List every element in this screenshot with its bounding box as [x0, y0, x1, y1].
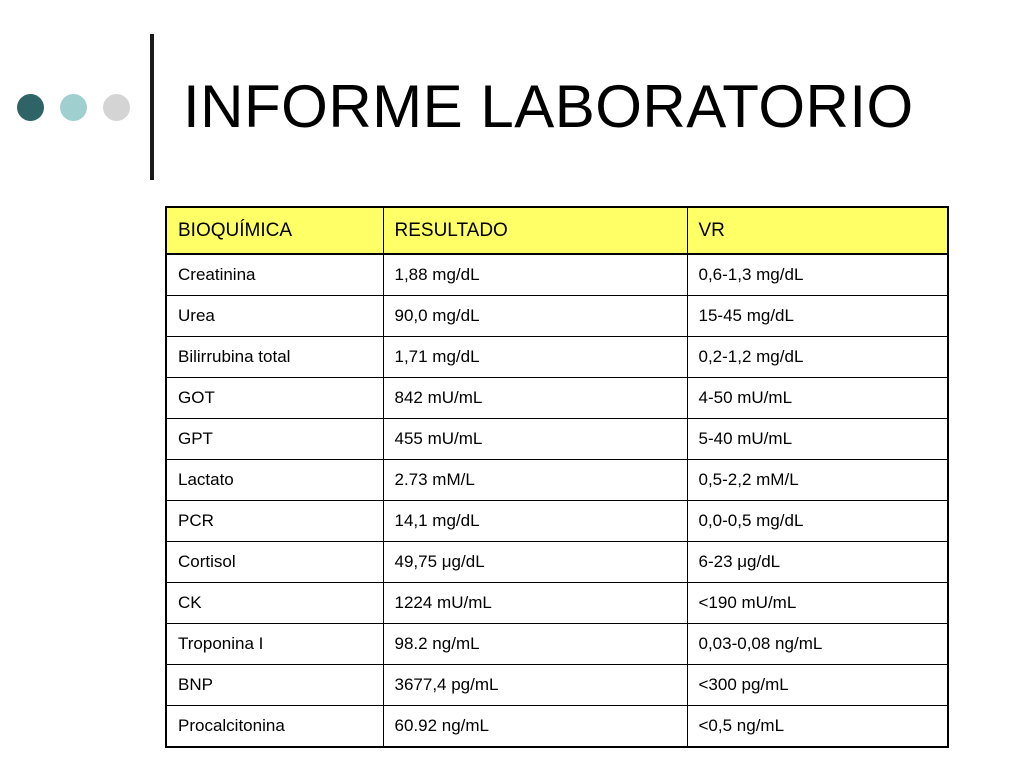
cell-result: 1,71 mg/dL: [383, 337, 687, 378]
cell-reference: <300 pg/mL: [687, 665, 948, 706]
cell-analyte: Bilirrubina total: [166, 337, 383, 378]
cell-analyte: GPT: [166, 419, 383, 460]
cell-result: 14,1 mg/dL: [383, 501, 687, 542]
cell-result: 2.73 mM/L: [383, 460, 687, 501]
decorative-dot-light: [60, 94, 87, 121]
cell-result: 455 mU/mL: [383, 419, 687, 460]
cell-analyte: Cortisol: [166, 542, 383, 583]
table-row: [166, 337, 948, 378]
table-row: [166, 296, 948, 337]
cell-analyte: PCR: [166, 501, 383, 542]
cell-analyte: Urea: [166, 296, 383, 337]
decorative-dot-gray: [103, 94, 130, 121]
table-row: [166, 706, 948, 748]
table-row: [166, 501, 948, 542]
lab-results-table: [165, 206, 949, 748]
cell-analyte: BNP: [166, 665, 383, 706]
cell-reference: <190 mU/mL: [687, 583, 948, 624]
cell-reference: 6-23 μg/dL: [687, 542, 948, 583]
cell-result: 60.92 ng/mL: [383, 706, 687, 748]
decorative-dot-dark: [17, 94, 44, 121]
table-row: [166, 254, 948, 296]
page-title: INFORME LABORATORIO: [183, 73, 914, 140]
cell-analyte: CK: [166, 583, 383, 624]
table-header-row: [166, 207, 948, 254]
cell-analyte: Creatinina: [166, 254, 383, 296]
cell-analyte: Troponina I: [166, 624, 383, 665]
table-row: [166, 624, 948, 665]
cell-analyte: Lactato: [166, 460, 383, 501]
cell-result: 842 mU/mL: [383, 378, 687, 419]
cell-reference: 5-40 mU/mL: [687, 419, 948, 460]
table-body: [166, 254, 948, 747]
cell-result: 90,0 mg/dL: [383, 296, 687, 337]
table-row: [166, 583, 948, 624]
header-bioquimica: BIOQUÍMICA: [166, 207, 383, 254]
cell-result: 3677,4 pg/mL: [383, 665, 687, 706]
cell-reference: 0,03-0,08 ng/mL: [687, 624, 948, 665]
header-vr: VR: [687, 207, 948, 254]
table-row: [166, 460, 948, 501]
cell-reference: <0,5 ng/mL: [687, 706, 948, 748]
cell-reference: 0,6-1,3 mg/dL: [687, 254, 948, 296]
cell-reference: 0,0-0,5 mg/dL: [687, 501, 948, 542]
cell-analyte: Procalcitonina: [166, 706, 383, 748]
table-row: [166, 665, 948, 706]
table-row: [166, 419, 948, 460]
cell-result: 1224 mU/mL: [383, 583, 687, 624]
cell-reference: 4-50 mU/mL: [687, 378, 948, 419]
cell-result: 49,75 μg/dL: [383, 542, 687, 583]
title-divider: [150, 34, 154, 180]
cell-reference: 15-45 mg/dL: [687, 296, 948, 337]
header-resultado: RESULTADO: [383, 207, 687, 254]
table-row: [166, 378, 948, 419]
cell-reference: 0,5-2,2 mM/L: [687, 460, 948, 501]
cell-result: 98.2 ng/mL: [383, 624, 687, 665]
table-row: [166, 542, 948, 583]
cell-analyte: GOT: [166, 378, 383, 419]
cell-result: 1,88 mg/dL: [383, 254, 687, 296]
cell-reference: 0,2-1,2 mg/dL: [687, 337, 948, 378]
